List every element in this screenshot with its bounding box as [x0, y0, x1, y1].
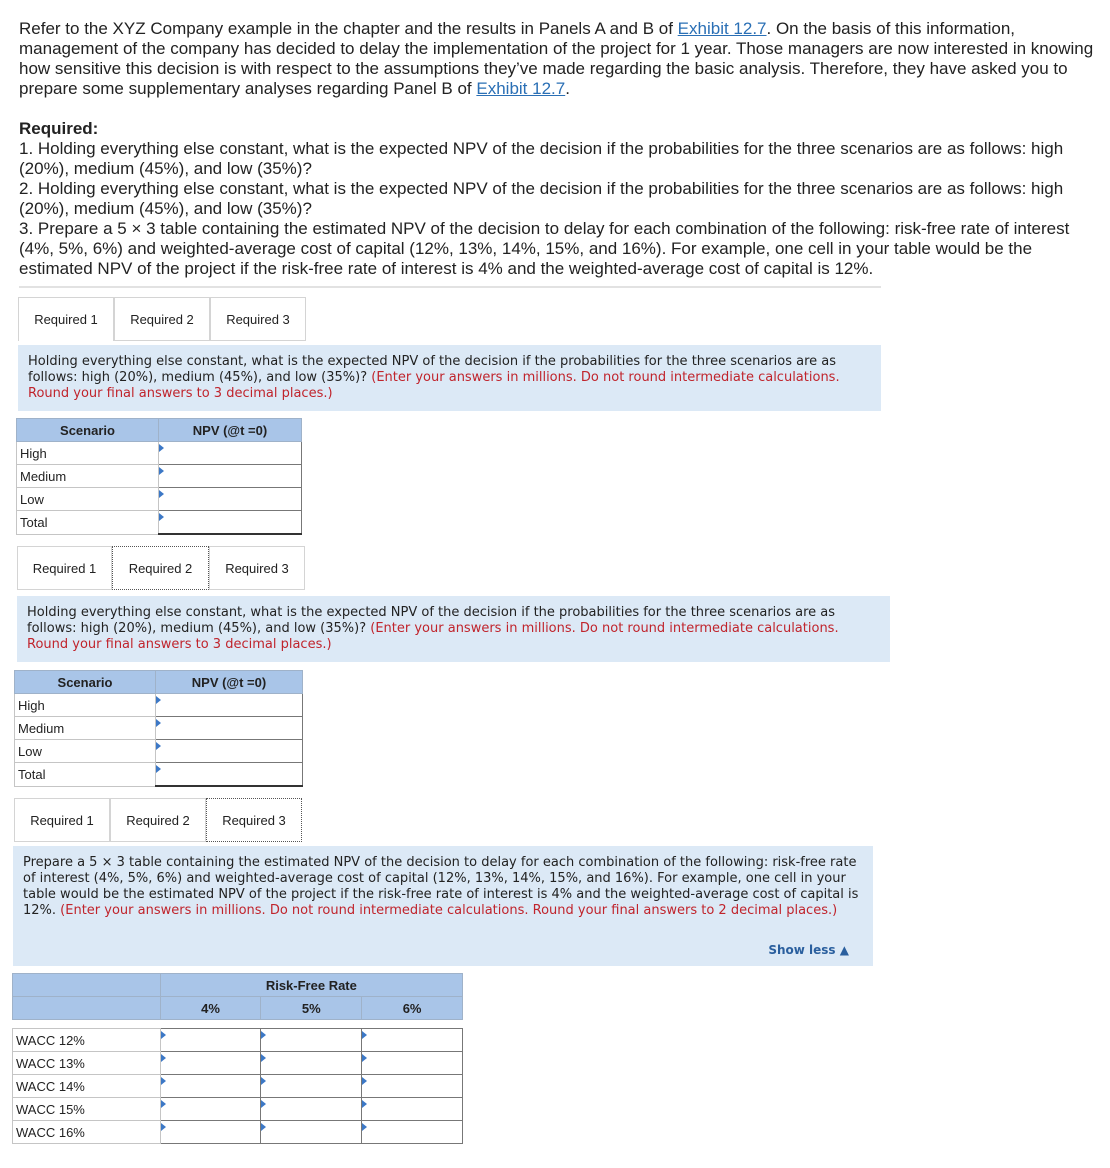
instruction-text: (Enter your answers in millions. Do not round intermediate calculations. Round your final answers to 2 decimal places.) [60, 903, 838, 918]
col-header-npv: NPV (@t =0) [156, 671, 303, 694]
rate-col-6: 6% [362, 997, 463, 1020]
npv-input-cell[interactable] [160, 1098, 261, 1121]
row-label: WACC 15% [13, 1098, 161, 1121]
tab-required-1[interactable]: Required 1 [14, 798, 110, 842]
npv-input-cell[interactable] [160, 1121, 261, 1144]
question-text: Holding everything else constant, what is the expected NPV of the decision if the probabilities for the three scenarios are as follows: high (20%), medium (45%), and low (35%)? [27, 605, 836, 636]
question-text: Prepare a 5 × 3 table containing the estimated NPV of the decision to delay for each combination of the following: risk-free rate of interest (4%, 5%, 6%) and weighted-average cost of capital (12%, 13%, 14%, 15%, and 16%). For example, one cell in your table would be the estimated NPV of the project if the risk-free rate of interest is 4% and the weighted-average cost of capital is 12%. [23, 855, 859, 918]
required-heading: Required: [19, 119, 99, 138]
corner-header [13, 974, 161, 997]
rate-col-4: 4% [160, 997, 261, 1020]
question-panel-2 [17, 596, 890, 662]
exhibit-link[interactable]: Exhibit 12.7 [677, 19, 767, 38]
row-label: WACC 16% [13, 1121, 161, 1144]
show-less-link[interactable]: Show less ▲ [768, 943, 849, 957]
tab-required-3[interactable]: Required 3 [210, 297, 306, 341]
col-header-npv: NPV (@t =0) [159, 419, 302, 442]
row-label: Low [17, 488, 159, 511]
npv-input-total[interactable] [159, 511, 302, 535]
npv-input-medium[interactable] [159, 465, 302, 488]
npv-input-high[interactable] [159, 442, 302, 465]
npv-input-cell[interactable] [362, 1075, 463, 1098]
wacc-rate-table [12, 973, 463, 1144]
npv-input-cell[interactable] [160, 1052, 261, 1075]
npv-input-low[interactable] [156, 740, 303, 763]
col-header-scenario: Scenario [17, 419, 159, 442]
rate-col-5: 5% [261, 997, 362, 1020]
tab-required-3[interactable]: Required 3 [209, 546, 305, 590]
npv-input-cell[interactable] [261, 1098, 362, 1121]
instruction-text: (Enter your answers in millions. Do not round intermediate calculations. Round your final answers to 3 decimal places.) [28, 370, 840, 401]
npv-table-2 [14, 670, 303, 787]
triangle-up-icon: ▲ [839, 943, 849, 957]
risk-free-rate-header: Risk-Free Rate [160, 974, 462, 997]
npv-input-cell[interactable] [261, 1075, 362, 1098]
exhibit-link[interactable]: Exhibit 12.7 [476, 79, 566, 98]
npv-input-medium[interactable] [156, 717, 303, 740]
tab-required-3[interactable]: Required 3 [206, 798, 302, 842]
npv-input-cell[interactable] [261, 1029, 362, 1052]
row-label: High [15, 694, 156, 717]
required-item-3: 3. Prepare a 5 × 3 table containing the estimated NPV of the decision to delay for each combination of the following: risk-free rate of interest (4%, 5%, 6%) and weighted-average cost of capital (12%, 13%, 14%, 15%, and 16%). For example, one cell in your table would be the estimated NPV of the project if the risk-free rate of interest is 4% and the weighted-average cost of capital is 12%. [19, 219, 1070, 278]
row-label: Total [15, 763, 156, 787]
npv-input-cell[interactable] [261, 1052, 362, 1075]
npv-input-cell[interactable] [362, 1098, 463, 1121]
npv-input-total[interactable] [156, 763, 303, 787]
divider [19, 286, 881, 288]
npv-table-1 [16, 418, 302, 535]
required-item-1: 1. Holding everything else constant, what is the expected NPV of the decision if the probabilities for the three scenarios are as follows: high (20%), medium (45%), and low (35%)? [19, 139, 1064, 178]
instruction-text: (Enter your answers in millions. Do not round intermediate calculations. Round your final answers to 3 decimal places.) [27, 621, 839, 652]
npv-input-cell[interactable] [362, 1121, 463, 1144]
tab-required-2[interactable]: Required 2 [114, 297, 210, 341]
npv-input-low[interactable] [159, 488, 302, 511]
npv-input-high[interactable] [156, 694, 303, 717]
tab-bar-3 [14, 798, 302, 842]
npv-input-cell[interactable] [362, 1029, 463, 1052]
tab-required-2[interactable]: Required 2 [112, 546, 209, 590]
tab-bar-2 [17, 546, 305, 590]
tab-required-1[interactable]: Required 1 [17, 546, 112, 590]
question-panel-1 [18, 345, 881, 411]
tab-required-1[interactable]: Required 1 [18, 297, 114, 341]
npv-input-cell[interactable] [160, 1029, 261, 1052]
required-item-2: 2. Holding everything else constant, what is the expected NPV of the decision if the probabilities for the three scenarios are as follows: high (20%), medium (45%), and low (35%)? [19, 179, 1064, 218]
row-label: Total [17, 511, 159, 535]
tab-required-2[interactable]: Required 2 [110, 798, 206, 842]
intro-text [19, 19, 1094, 279]
col-header-scenario: Scenario [15, 671, 156, 694]
question-panel-3 [13, 846, 873, 966]
row-label: WACC 13% [13, 1052, 161, 1075]
row-label: High [17, 442, 159, 465]
row-label: WACC 12% [13, 1029, 161, 1052]
question-text: Holding everything else constant, what is the expected NPV of the decision if the probabilities for the three scenarios are as follows: high (20%), medium (45%), and low (35%)? [28, 354, 837, 385]
row-label: WACC 14% [13, 1075, 161, 1098]
row-label: Medium [17, 465, 159, 488]
npv-input-cell[interactable] [261, 1121, 362, 1144]
npv-input-cell[interactable] [362, 1052, 463, 1075]
corner-header [13, 997, 161, 1020]
row-label: Low [15, 740, 156, 763]
tab-bar-1 [18, 297, 306, 341]
row-label: Medium [15, 717, 156, 740]
npv-input-cell[interactable] [160, 1075, 261, 1098]
intro-paragraph: Refer to the XYZ Company example in the chapter and the results in Panels A and B of Exhibit 12.7. On the basis of this information, management of the company has decided to delay the implementation of the project for 1 year. Those managers are now interested in knowing how sensitive this decision is with respect to the assumptions they’ve made regarding the basic analysis. Therefore, they have asked you to prepare some supplementary analyses regarding Panel B of Exhibit 12.7. [19, 19, 1094, 98]
